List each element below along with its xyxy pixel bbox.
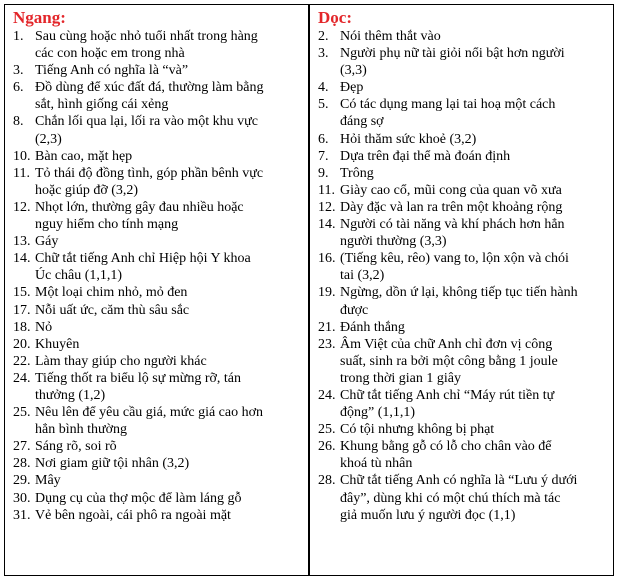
clue-item: [316, 421, 606, 438]
across-list: [11, 28, 301, 524]
clue-text-line: Khuyên: [35, 336, 80, 352]
clue-item: [316, 131, 606, 148]
clue-number: 5.: [318, 97, 329, 113]
clue-item: [11, 165, 301, 199]
clue-text-line: suất, sinh ra bởi một công bằng 1 joule: [340, 353, 558, 369]
clue-number: 26.: [318, 439, 336, 455]
clue-text-line: tai (3,2): [340, 268, 385, 284]
clue-number: 11.: [318, 182, 335, 198]
clue-text-line: Vẻ bên ngoài, cái phô ra ngoài mặt: [35, 507, 231, 523]
clue-number: 17.: [13, 302, 31, 318]
clue-text-line: Chữ tắt tiếng Anh chỉ “Máy rút tiền tự: [340, 387, 555, 403]
clue-text-line: khoá tù nhân: [340, 456, 413, 472]
clue-item: [11, 28, 301, 62]
clue-item: [316, 199, 606, 216]
clue-item: [316, 472, 606, 523]
clue-number: 9.: [318, 165, 329, 181]
clue-item: [316, 182, 606, 199]
across-heading: Ngang:: [13, 8, 66, 27]
clue-item: [11, 370, 301, 404]
clue-text-line: Chắn lối qua lại, lối ra vào một khu vực: [35, 114, 258, 130]
clue-text-line: Tỏ thái độ đồng tình, góp phần bênh vực: [35, 165, 264, 181]
clue-number: 24.: [318, 387, 336, 403]
clue-item: [316, 250, 606, 284]
clue-number: 30.: [13, 490, 31, 506]
clue-text-line: Nhọt lớn, thường gây đau nhiều hoặc: [35, 199, 244, 215]
clue-item: [316, 28, 606, 45]
clue-table: [4, 4, 614, 576]
clue-number: 12.: [13, 199, 31, 215]
clue-number: 1.: [13, 29, 24, 44]
clue-text-line: hẳn bình thường: [35, 422, 127, 438]
clue-text-line: Khung bằng gỗ có lỗ cho chân vào để: [340, 439, 552, 455]
clue-text-line: Gáy: [35, 234, 59, 250]
clue-item: [316, 319, 606, 336]
clue-number: 20.: [13, 336, 31, 352]
clue-number: 29.: [13, 473, 31, 489]
clue-text-line: Bàn cao, mặt hẹp: [35, 148, 133, 164]
clue-item: [316, 45, 606, 79]
clue-text-line: Nói thêm thắt vào: [340, 29, 441, 44]
clue-text-line: đáng sợ: [340, 114, 384, 130]
clue-number: 23.: [318, 336, 336, 352]
clue-number: 18.: [13, 319, 31, 335]
down-heading: Dọc:: [318, 8, 352, 27]
down-list: [316, 28, 606, 524]
clue-number: 21.: [318, 319, 336, 335]
clue-number: 13.: [13, 234, 31, 250]
clue-text-line: Tiếng thốt ra biểu lộ sự mừng rỡ, tán: [35, 370, 241, 386]
clue-number: 10.: [13, 148, 31, 164]
clue-item: [316, 96, 606, 130]
clue-text-line: Đánh thắng: [340, 319, 405, 335]
clue-text-line: đây”, dùng khi có một chú thích mà tác: [340, 490, 561, 506]
clue-text-line: Dựa trên đại thể mà đoán định: [340, 148, 511, 164]
clue-item: [11, 79, 301, 113]
clue-number: 31.: [13, 507, 31, 523]
clue-item: [11, 113, 301, 147]
clue-number: 2.: [318, 29, 329, 44]
clue-item: [11, 199, 301, 233]
clue-text-line: Nơi giam giữ tội nhân (3,2): [35, 456, 190, 472]
clue-number: 11.: [13, 165, 30, 181]
across-column: [11, 8, 301, 524]
clue-number: 3.: [318, 46, 329, 62]
clue-text-line: Người phụ nữ tài giỏi nổi bật hơn người: [340, 46, 565, 62]
clue-item: [11, 302, 301, 319]
clue-text-line: Ngừng, dồn ứ lại, không tiếp tục tiến hành: [340, 285, 578, 301]
clue-number: 15.: [13, 285, 31, 301]
clue-number: 3.: [13, 63, 24, 79]
clue-text-line: Mây: [35, 473, 61, 489]
clue-text-line: Nỏ: [35, 319, 53, 335]
clue-text-line: Người có tài năng và khí phách hơn hẳn: [340, 217, 565, 233]
clue-item: [316, 216, 606, 250]
clue-item: [11, 319, 301, 336]
clue-text-line: Âm Việt của chữ Anh chỉ đơn vị công: [340, 336, 553, 352]
clue-text-line: Dụng cụ của thợ mộc để làm láng gỗ: [35, 490, 242, 506]
clue-text-line: sắt, hình giống cái xẻng: [35, 97, 169, 113]
clue-item: [316, 284, 606, 318]
clue-number: 27.: [13, 439, 31, 455]
clue-text-line: (3,3): [340, 63, 367, 79]
clue-item: [11, 404, 301, 438]
clue-number: 8.: [13, 114, 24, 130]
clue-text-line: được: [340, 302, 369, 318]
clue-item: [11, 336, 301, 353]
clue-text-line: Nêu lên để yêu cầu giá, mức giá cao hơn: [35, 405, 264, 421]
clue-number: 4.: [318, 80, 329, 96]
clue-item: [316, 387, 606, 421]
clue-number: 28.: [13, 456, 31, 472]
clue-text-line: Sáng rõ, soi rõ: [35, 439, 117, 455]
clue-item: [11, 455, 301, 472]
clue-number: 22.: [13, 353, 31, 369]
clue-number: 6.: [13, 80, 24, 96]
clue-item: [11, 250, 301, 284]
clue-item: [11, 490, 301, 507]
clue-number: 16.: [318, 251, 336, 267]
clue-number: 25.: [318, 422, 336, 438]
clue-text-line: Chữ tắt tiếng Anh chỉ Hiệp hội Y khoa: [35, 251, 251, 267]
clue-item: [11, 233, 301, 250]
clue-item: [11, 438, 301, 455]
clue-item: [11, 62, 301, 79]
clue-text-line: Úc châu (1,1,1): [35, 268, 123, 284]
clue-text-line: động” (1,1,1): [340, 405, 416, 421]
clue-text-line: Đẹp: [340, 80, 364, 96]
down-column: [316, 8, 606, 524]
clue-text-line: (Tiếng kêu, rêo) vang to, lộn xộn và chói: [340, 251, 569, 267]
clue-number: 28.: [318, 473, 336, 489]
clue-text-line: giả muốn lưu ý người đọc (1,1): [340, 507, 516, 523]
clue-text-line: Đồ dùng để xúc đất đá, thường làm bằng: [35, 80, 264, 96]
clue-text-line: Hỏi thăm sức khoẻ (3,2): [340, 131, 477, 147]
clue-item: [316, 438, 606, 472]
clue-number: 7.: [318, 148, 329, 164]
clue-text-line: Có tội nhưng không bị phạt: [340, 422, 495, 438]
clue-text-line: Trông: [340, 165, 374, 181]
clue-number: 12.: [318, 199, 336, 215]
clue-text-line: các con hoặc em trong nhà: [35, 46, 185, 62]
clue-number: 19.: [318, 285, 336, 301]
clue-item: [11, 507, 301, 524]
clue-number: 14.: [318, 217, 336, 233]
clue-number: 24.: [13, 370, 31, 386]
clue-text-line: Sau cùng hoặc nhỏ tuổi nhất trong hàng: [35, 29, 258, 44]
clue-text-line: Làm thay giúp cho người khác: [35, 353, 207, 369]
clue-item: [11, 472, 301, 489]
column-divider: [308, 5, 310, 575]
clue-text-line: Có tác dụng mang lại tai hoạ một cách: [340, 97, 556, 113]
clue-number: 25.: [13, 405, 31, 421]
clue-text-line: (2,3): [35, 131, 62, 147]
clue-item: [316, 79, 606, 96]
clue-text-line: nguy hiểm cho tính mạng: [35, 217, 179, 233]
clue-item: [11, 353, 301, 370]
clue-text-line: thưởng (1,2): [35, 387, 106, 403]
clue-item: [316, 148, 606, 165]
clue-item: [11, 284, 301, 301]
clue-text-line: Giày cao cổ, mũi cong của quan võ xưa: [340, 182, 562, 198]
clue-text-line: trong thời gian 1 giây: [340, 370, 461, 386]
clue-item: [316, 336, 606, 387]
clue-number: 6.: [318, 131, 329, 147]
clue-text-line: Một loại chim nhỏ, mỏ đen: [35, 285, 188, 301]
clue-text-line: Tiếng Anh có nghĩa là “và”: [35, 63, 189, 79]
clue-item: [11, 148, 301, 165]
clue-text-line: Chữ tắt tiếng Anh có nghĩa là “Lưu ý dưới: [340, 473, 578, 489]
clue-number: 14.: [13, 251, 31, 267]
clue-text-line: người thường (3,3): [340, 234, 447, 250]
clue-item: [316, 165, 606, 182]
clue-text-line: Dày đặc và lan ra trên một khoảng rộng: [340, 199, 563, 215]
clue-text-line: Nỗi uất ức, căm thù sâu sắc: [35, 302, 190, 318]
clue-text-line: hoặc giúp đỡ (3,2): [35, 182, 139, 198]
